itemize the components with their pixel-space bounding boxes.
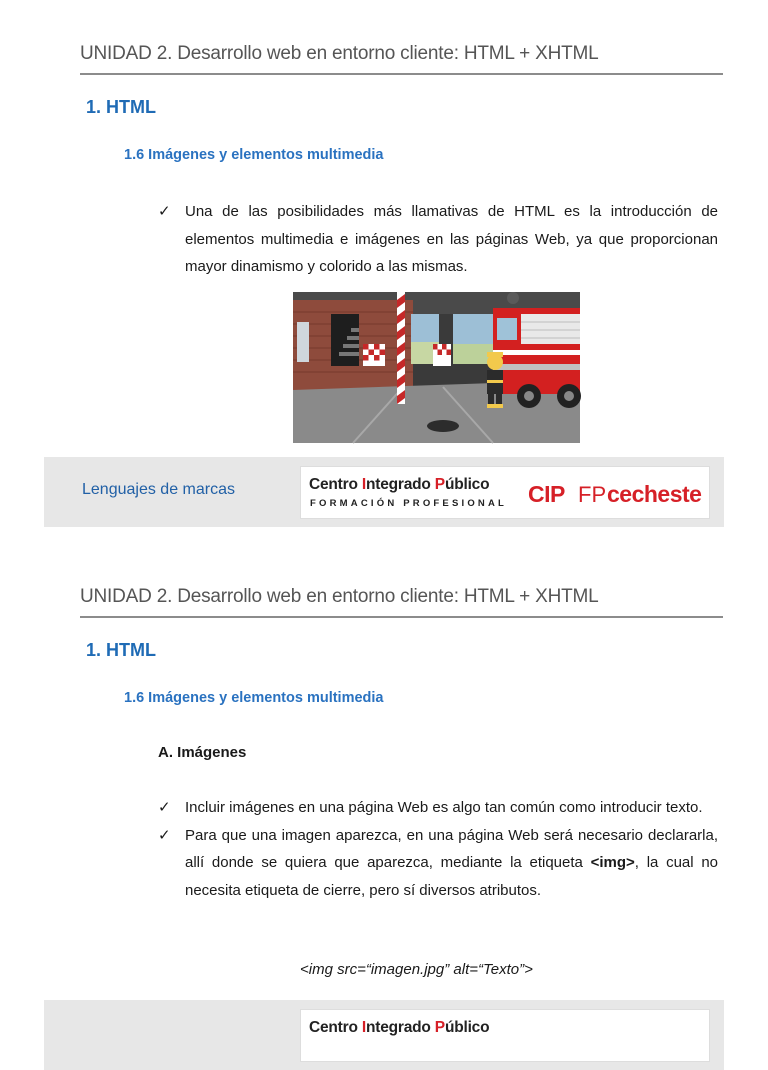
checkmark-icon: ✓ xyxy=(158,798,171,816)
slide-2 xyxy=(0,543,768,1036)
school-logo xyxy=(300,1009,710,1062)
code-example: <img src=“imagen.jpg” alt=“Texto”> xyxy=(300,961,533,978)
logo-cip: CIP xyxy=(528,481,565,507)
logo-fp: FP xyxy=(578,482,607,507)
img-tag: <img> xyxy=(590,854,635,871)
bullet-text: Incluir imágenes en una página Web es algo tan común como introducir texto. xyxy=(185,799,703,816)
subsection-title: 1.6 Imágenes y elementos multimedia xyxy=(124,690,384,706)
unit-title: UNIDAD 2. Desarrollo web en entorno cliente: HTML + XHTML xyxy=(80,586,599,607)
logo-line-2: FORMACIÓN PROFESIONAL xyxy=(310,498,508,509)
footer-band xyxy=(44,1000,724,1070)
checkmark-icon: ✓ xyxy=(158,202,171,220)
bullet-list xyxy=(158,198,718,281)
course-name: Lenguajes de marcas xyxy=(82,481,235,498)
logo-line-1: Centro Integrado Público xyxy=(309,1019,490,1036)
list-item xyxy=(158,794,718,822)
bullet-text: Para que una imagen aparezca, en una página Web será necesario declararla, allí donde se quiera que aparezca, mediante la etiqueta <img>, la cual no necesita etiqueta de cierre, pero sí diversos atributos. xyxy=(185,826,719,899)
school-logo xyxy=(300,466,710,519)
list-item xyxy=(158,822,718,905)
bullet-text: Una de las posibilidades más llamativas de HTML es la introducción de elementos multimedia e imágenes en las páginas Web, ya que proporcionan mayor dinamismo y colorido a las mismas. xyxy=(185,203,718,275)
slide-1 xyxy=(0,0,768,530)
title-divider xyxy=(80,73,723,75)
heading-images: A. Imágenes xyxy=(158,744,247,761)
section-title: 1. HTML xyxy=(86,640,156,660)
fire-station-illustration xyxy=(293,292,580,443)
footer-band xyxy=(44,457,724,527)
title-divider xyxy=(80,616,723,618)
logo-line-1: Centro Integrado Público xyxy=(309,476,490,493)
list-item xyxy=(158,198,718,281)
logo-cecheste: cecheste xyxy=(607,481,702,507)
unit-title: UNIDAD 2. Desarrollo web en entorno cliente: HTML + XHTML xyxy=(80,43,599,64)
bullet-list xyxy=(158,794,718,904)
subsection-title: 1.6 Imágenes y elementos multimedia xyxy=(124,147,384,163)
checkmark-icon: ✓ xyxy=(158,825,171,844)
section-title: 1. HTML xyxy=(86,97,156,117)
